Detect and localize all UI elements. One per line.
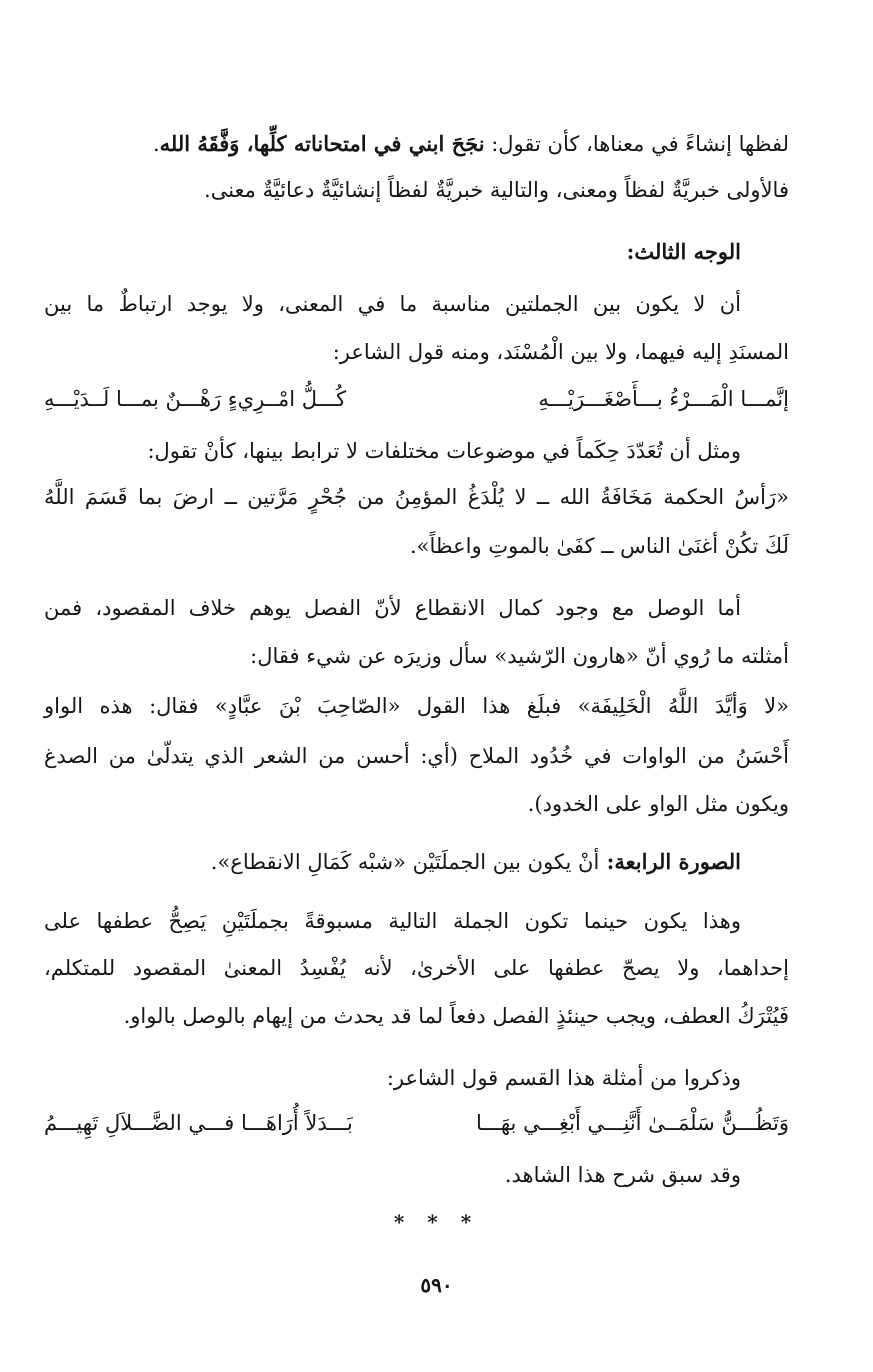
text-line: ويكون مثل الواو على الخدود). — [527, 792, 789, 816]
text-line: لَكَ تكُنْ أغنَىٰ الناس ــ كفَىٰ بالموتِ واعظاً». — [410, 534, 789, 558]
text-span: . — [152, 132, 160, 156]
text-line: وقد سبق شرح هذا الشاهد. — [504, 1163, 741, 1187]
text-line: المسنَدِ إليه فيهما، ولا بين الْمُسْنَد، ومنه قول الشاعر: — [332, 340, 789, 364]
text-line: إحداهما، ولا يصحّ عطفها على الأخرىٰ، لأنه يُفْسِدُ المعنىٰ المقصود للمتكلم، — [44, 956, 789, 980]
text-line — [44, 846, 789, 886]
text-line: وهذا يكون حينما تكون الجملة التالية مسبوقةً بجملَتَيْنِ يَصِحُّ عطفها على — [44, 909, 741, 933]
text-line: أما الوصل مع وجود كمال الانقطاع لأنّ الفصل يوهم خلاف المقصود، فمن — [44, 596, 741, 620]
text-line: «رَأسُ الحكمة مَخَافَةُ الله ــ لا يُلْدَغُ المؤمِنُ من جُحْرٍ مَرَّتين ــ ارضَ بما قَسَمَ اللَّهُ — [44, 485, 789, 509]
poem-verse — [44, 383, 789, 423]
text-line: ومثل أن تُعَدّدَ حِكَماً في موضوعات مختلفات لا ترابط بينها، كأنْ تقول: — [147, 439, 741, 463]
poem-verse — [44, 1107, 789, 1147]
verse-hemistich-second: بَـــدَلاً أُرَاهَـــا فـــي الضَّـــلاَلِ تَهِيـــمُ — [44, 1111, 353, 1135]
section-heading: الوجه الثالث: — [626, 239, 741, 264]
text-line: فالأولى خبريَّةٌ لفظاً ومعنى، والتالية خبريَّةٌ لفظاً إنشائيَّةٌ دعائيَّةٌ معنى. — [204, 178, 789, 202]
verse-hemistich-second: كُـــلُّ امْــرِيءٍ رَهْـــنٌ بمـــا لَــدَيْـــهِ — [44, 387, 347, 411]
text-line: أمثلته ما رُوي أنّ «هارون الرّشيد» سأل وزيرَه عن شيء فقال: — [250, 644, 789, 668]
text-line — [44, 128, 789, 168]
example-sentence: نجَحَ ابني في امتحاناته كلِّها، وَفَّقَهُ الله — [159, 131, 485, 156]
text-line: أن لا يكون بين الجملتين مناسبة ما في المعنى، ولا يوجد ارتباطٌ ما بين — [44, 292, 741, 316]
text-span: لفظها إنشاءً في معناها، كأن تقول: — [484, 132, 789, 156]
text-line: أَحْسَنُ من الواوات في خُدُود الملاح (أي: أحسن من الشعر الذي يتدلّىٰ من الصدغ — [44, 744, 789, 768]
page-number: ٥٩٠ — [420, 1273, 453, 1297]
text-span: أنْ يكون بين الجملَتَيْن «شبْه كَمَالِ الانقطاع». — [210, 850, 600, 874]
text-line: «لا وَأيَّدَ اللَّهُ الْخَلِيفَة» فبلَغ هذا القول «الصّاحِبَ بْنَ عبَّادٍ» فقال: هذه الواو — [44, 694, 789, 718]
section-separator: * * * — [393, 1210, 480, 1234]
verse-hemistich-first: إنَّمـــا الْمَـــرْءُ بـــأَصْغَـــرَيْـــهِ — [538, 387, 789, 411]
text-line: وذكروا من أمثلة هذا القسم قول الشاعر: — [386, 1066, 741, 1090]
verse-hemistich-first: وَتَظُـــنُّ سَلْمَــىٰ أَنَّنِـــي أَبْغِـــي بهَـــا — [476, 1111, 789, 1135]
text-line: فَيُتْرَكُ العطف، ويجب حينئذٍ الفصل دفعاً لما قد يحدث من إيهام بالوصل بالواو. — [123, 1004, 789, 1028]
section-heading: الصورة الرابعة: — [599, 849, 741, 874]
